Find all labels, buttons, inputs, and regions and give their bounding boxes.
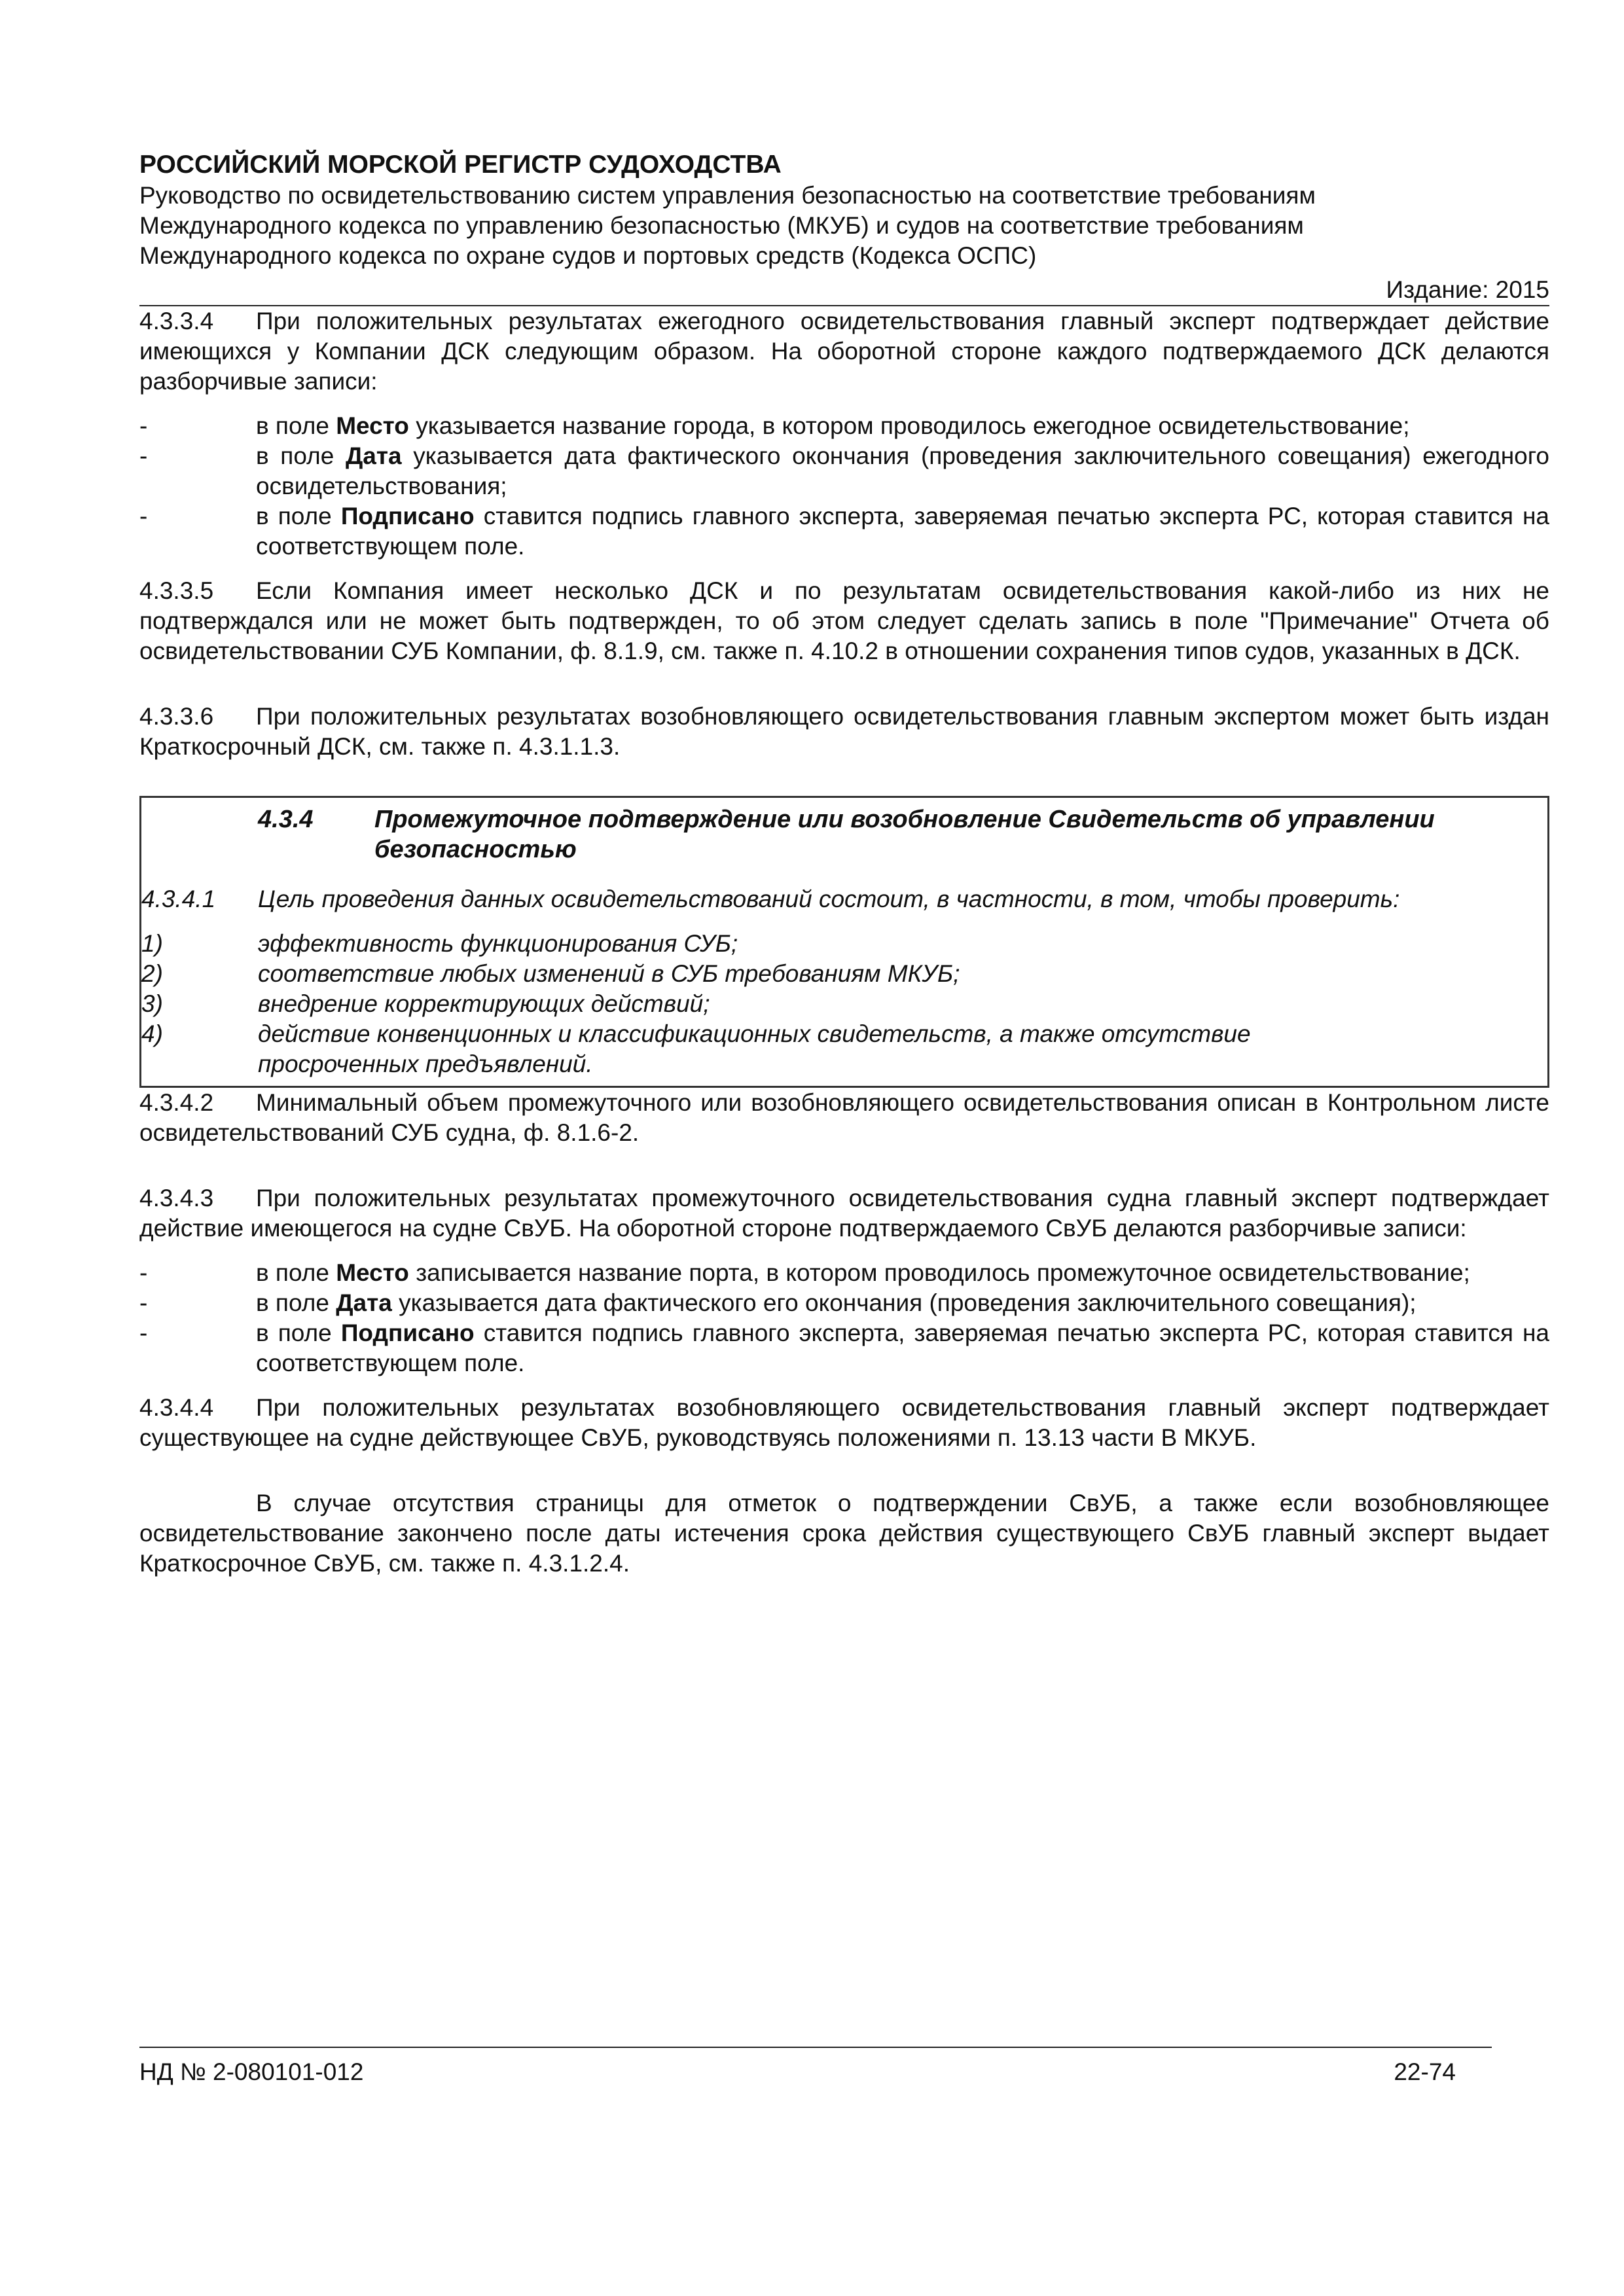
footer-doc-number: НД № 2-080101-012 [139, 2058, 364, 2085]
list-item [139, 411, 1549, 441]
list-marker: - [139, 442, 148, 469]
highlight-box [139, 796, 1549, 1088]
item-pre: в поле [256, 1259, 336, 1286]
item-pre: в поле [256, 412, 336, 439]
list-item [141, 989, 1547, 1019]
section-text: При положительных результатах промежуточного освидетельствования судна главный эксперт подтверждает действие имеющегося на судне СвУБ. На оборотной стороне подтверждаемого СвУБ делаются разборчивые записи: [139, 1185, 1549, 1242]
section-text: В случае отсутствия страницы для отметок о подтверждении СвУБ, а также если возобновляющее освидетельствование закончено после даты истечения срока действия существующего СвУБ главный эксперт выдает Краткосрочное СвУБ, см. также п. 4.3.1.2.4. [139, 1490, 1549, 1577]
section-number: 4.3.4.2 [139, 1089, 214, 1116]
footer-page-number: 22-74 [1394, 2058, 1456, 2085]
section-4343 [139, 1183, 1549, 1244]
section-4342 [139, 1088, 1549, 1148]
item-pre: в поле [256, 1289, 336, 1316]
item-post: ставится подпись главного эксперта, заверяемая печатью эксперта РС, которая ставится на соответствующем поле. [256, 503, 1550, 560]
section-number: 4.3.3.4 [139, 308, 214, 334]
item-field-name: Подписано [340, 1319, 475, 1346]
header-title-line-1: Руководство по освидетельствованию систем управления безопасностью на соответствие требованиям [139, 182, 1316, 209]
section-4344-paragraph-2 [139, 1488, 1549, 1579]
item-text: действие конвенционных и классификационных свидетельств, а также отсутствие просроченных предъявлений. [258, 1020, 1251, 1077]
list-item [139, 441, 1549, 501]
list-item [139, 501, 1549, 562]
section-text: Цель проведения данных освидетельствований состоит, в частности, в том, чтобы проверить: [258, 886, 1400, 912]
list-marker: - [139, 503, 148, 529]
item-post: ставится подпись главного эксперта, заверяемая печатью эксперта РС, которая ставится на соответствующем поле. [256, 1319, 1550, 1376]
section-text: При положительных результатах возобновляющего освидетельствования главным экспертом может быть издан Краткосрочный ДСК, см. также п. 4.3.1.1.3. [139, 703, 1549, 760]
list-marker: - [139, 412, 148, 439]
item-field-name: Место [336, 1259, 409, 1286]
list-marker: 2) [141, 960, 163, 987]
item-post: указывается название города, в котором проводилось ежегодное освидетельствование; [408, 412, 1410, 439]
page-content [139, 149, 1549, 1579]
box-heading [141, 804, 1547, 865]
section-number: 4.3.4.1 [141, 886, 216, 912]
section-4344 [139, 1393, 1549, 1453]
section-number: 4.3.3.5 [139, 577, 214, 604]
item-pre: в поле [256, 503, 341, 529]
list-marker: 1) [141, 930, 163, 957]
item-field-name: Подписано [340, 503, 475, 529]
section-text: Если Компания имеет несколько ДСК и по результатам освидетельствования какой-либо из них не подтверждался или не может быть подтвержден, то об этом следует сделать запись в поле "Примечание" Отчета об освидетельствовании СУБ Компании, ф. 8.1.9, см. также п. 4.10.2 в отношении сохранения типов судов, указанных в ДСК. [139, 577, 1549, 664]
section-text: При положительных результатах ежегодного освидетельствования главный эксперт подтверждает действие имеющихся у Компании ДСК следующим образом. На оборотной стороне каждого подтверждаемого ДСК делаются разборчивые записи: [139, 308, 1549, 395]
footer-rule [139, 2047, 1492, 2048]
list-marker: - [139, 1289, 148, 1316]
item-pre: в поле [256, 1319, 341, 1346]
item-text: эффективность функционирования СУБ; [258, 930, 738, 957]
section-number: 4.3.4.3 [139, 1185, 214, 1211]
list-marker: - [139, 1259, 148, 1286]
item-pre: в поле [256, 442, 346, 469]
header-title-line-2: Международного кодекса по управлению безопасностью (МКУБ) и судов на соответствие требованиям [139, 212, 1304, 239]
item-post: указывается дата фактического его окончания (проведения заключительного совещания); [391, 1289, 1416, 1316]
section-number: 4.3.3.6 [139, 703, 214, 730]
header-title-line-3: Международного кодекса по охране судов и портовых средств (Кодекса ОСПС) [139, 242, 1037, 269]
list-marker: 4) [141, 1020, 163, 1047]
list-item [141, 1019, 1547, 1079]
edition: Издание: 2015 [1386, 276, 1549, 303]
list-item [139, 1258, 1549, 1288]
list-item [139, 1288, 1549, 1318]
item-post: указывается дата фактического окончания (проведения заключительного совещания) ежегодного освидетельствования; [256, 442, 1549, 499]
item-text: соответствие любых изменений в СУБ требованиям МКУБ; [258, 960, 960, 987]
item-text: внедрение корректирующих действий; [258, 990, 710, 1017]
section-4335 [139, 576, 1549, 666]
header-org: РОССИЙСКИЙ МОРСКОЙ РЕГИСТР СУДОХОДСТВА [139, 151, 782, 179]
heading-number: 4.3.4 [258, 806, 314, 833]
section-number: 4.3.4.4 [139, 1394, 214, 1421]
list-marker: 3) [141, 990, 163, 1017]
item-field-name: Дата [345, 442, 402, 469]
item-field-name: Место [336, 412, 409, 439]
section-4334 [139, 306, 1549, 397]
section-text: Минимальный объем промежуточного или возобновляющего освидетельствования описан в Контрольном листе освидетельствований СУБ судна, ф. 8.1.6-2. [139, 1089, 1549, 1146]
list-item [141, 959, 1547, 989]
section-4341 [141, 884, 1547, 914]
item-field-name: Дата [336, 1289, 392, 1316]
section-text: При положительных результатах возобновляющего освидетельствования главный эксперт подтверждает существующее на судне действующее СвУБ, руководствуясь положениями п. 13.13 части В МКУБ. [139, 1394, 1549, 1451]
list-item [139, 1318, 1549, 1378]
item-post: записывается название порта, в котором проводилось промежуточное освидетельствование; [408, 1259, 1470, 1286]
list-marker: - [139, 1319, 148, 1346]
heading-text: Промежуточное подтверждение или возобновление Свидетельств об управлении безопасностью [374, 806, 1435, 863]
section-4336 [139, 702, 1549, 762]
list-item [141, 929, 1547, 959]
